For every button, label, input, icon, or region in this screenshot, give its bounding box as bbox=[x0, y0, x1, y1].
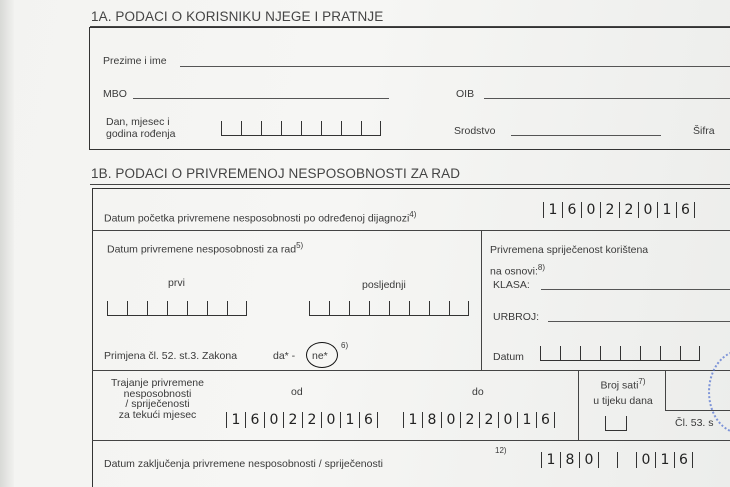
digit-cell: 0 bbox=[441, 412, 460, 428]
section-1b-title: 1B. PODACI O PRIVREMENOJ NESPOSOBNOSTI ZA RAD bbox=[91, 166, 461, 181]
divider bbox=[578, 370, 579, 440]
trajanje-line2: nesposobnosti bbox=[123, 387, 192, 400]
klasa-field[interactable] bbox=[541, 289, 730, 290]
dob-label bbox=[106, 116, 175, 140]
datum-pocetka-text: Datum početka privremene nesposobnosti po određenoj dijagnozi bbox=[104, 212, 410, 225]
posljednji-cell bbox=[409, 301, 429, 316]
zakljucenje-label: Datum zaključenja privremene nesposobnosti / spriječenosti bbox=[104, 458, 383, 470]
prvi-cell bbox=[127, 301, 147, 316]
section-1a-box bbox=[89, 27, 730, 150]
prvi-comb-field[interactable] bbox=[107, 300, 247, 316]
digit-cell: 1 bbox=[226, 412, 245, 428]
digit-cell: 2 bbox=[600, 202, 619, 218]
dob-label-line1: Dan, mjesec i bbox=[106, 116, 170, 128]
digit-cell: 2 bbox=[460, 412, 479, 428]
digit-cell: 0 bbox=[498, 412, 517, 428]
prvi-cell bbox=[147, 301, 167, 316]
footnote-4: 4) bbox=[409, 210, 417, 219]
footnote-5: 5) bbox=[296, 241, 304, 250]
digit-cell: 0 bbox=[264, 412, 283, 428]
digit-cell: 0 bbox=[636, 452, 655, 468]
datum-cell bbox=[660, 346, 680, 361]
digit-cell: 1 bbox=[340, 412, 359, 428]
prvi-label: prvi bbox=[168, 277, 185, 289]
srodstvo-field[interactable] bbox=[511, 135, 661, 136]
footnote-6: 6) bbox=[341, 341, 349, 350]
footnote-7: 7) bbox=[638, 377, 646, 386]
footnote-8: 8) bbox=[537, 263, 545, 272]
datum-pocetka-label bbox=[104, 210, 416, 225]
trajanje-line4: za tekući mjesec bbox=[118, 408, 197, 421]
do-digits[interactable] bbox=[403, 412, 555, 428]
sifra-label: Šifra bbox=[693, 125, 715, 137]
prvi-cell bbox=[107, 301, 127, 316]
oib-label: OIB bbox=[456, 88, 475, 100]
posljednji-cell bbox=[429, 301, 449, 316]
klasa-label: KLASA: bbox=[493, 279, 530, 291]
digit-cell: 2 bbox=[283, 412, 302, 428]
digit-cell: 1 bbox=[403, 412, 422, 428]
prvi-cell bbox=[167, 301, 187, 316]
sprijecenost-label bbox=[490, 241, 648, 281]
dob-cell bbox=[281, 121, 301, 136]
digit-cell: 2 bbox=[302, 412, 321, 428]
datum-cell bbox=[620, 346, 640, 361]
section-1a-title: 1A. PODACI O KORISNIKU NJEGE I PRATNJE bbox=[91, 9, 384, 24]
digit-cell: 2 bbox=[479, 412, 498, 428]
datum-nesp-label bbox=[107, 241, 303, 256]
digit-cell: 0 bbox=[579, 452, 598, 468]
digit-cell: 6 bbox=[359, 412, 378, 428]
oib-field[interactable] bbox=[484, 98, 730, 99]
datum-label: Datum bbox=[493, 351, 524, 363]
dob-cell bbox=[361, 121, 381, 136]
digit-cell: 1 bbox=[543, 202, 562, 218]
posljednji-cell bbox=[449, 301, 469, 316]
urbroj-label: URBROJ: bbox=[493, 311, 540, 323]
da-option[interactable]: da* - bbox=[273, 350, 296, 362]
divider bbox=[665, 370, 666, 410]
srodstvo-label: Srodstvo bbox=[454, 125, 496, 137]
page-edge bbox=[0, 0, 14, 487]
sprijecenost-line1: Privremena spriječenost korištena bbox=[490, 244, 649, 256]
trajanje-line1: Trajanje privremene bbox=[111, 377, 204, 389]
prezime-field[interactable] bbox=[180, 66, 730, 67]
posljednji-label: posljednji bbox=[362, 279, 406, 291]
digit-cell: 1 bbox=[655, 452, 674, 468]
trajanje-line3: / spriječenosti bbox=[125, 398, 190, 410]
broj-sati-line2: u tijeku dana bbox=[593, 394, 653, 407]
dob-label-line2: godina rođenja bbox=[106, 128, 176, 140]
prvi-cell bbox=[187, 301, 207, 316]
prvi-cell bbox=[227, 301, 247, 316]
posljednji-cell bbox=[389, 301, 409, 316]
od-label: od bbox=[291, 386, 303, 398]
dob-cell bbox=[341, 121, 361, 136]
digit-cell: 6 bbox=[676, 202, 695, 218]
footnote-12: 12) bbox=[495, 446, 507, 455]
sprijecenost-line2: na osnovi: bbox=[490, 265, 538, 278]
dob-cell bbox=[301, 121, 321, 136]
digit-cell: 1 bbox=[517, 412, 536, 428]
urbroj-field[interactable] bbox=[548, 321, 730, 322]
datum-cell bbox=[580, 346, 600, 361]
dob-cell bbox=[261, 121, 281, 136]
mbo-label: MBO bbox=[103, 88, 127, 100]
ne-option[interactable]: ne* bbox=[312, 350, 328, 362]
datum-nesp-text: Datum privremene nesposobnosti za rad bbox=[107, 243, 297, 256]
datum-cell bbox=[640, 346, 660, 361]
digit-cell: 1 bbox=[541, 452, 560, 468]
divider bbox=[92, 230, 730, 231]
divider bbox=[90, 184, 730, 185]
prezime-label: Prezime i ime bbox=[103, 55, 167, 67]
posljednji-cell bbox=[329, 301, 349, 316]
broj-sati-line1: Broj sati bbox=[600, 379, 639, 392]
clanak-label: Čl. 53. s bbox=[675, 417, 714, 429]
digit-cell: 8 bbox=[560, 452, 579, 468]
datum-cell bbox=[560, 346, 580, 361]
trajanje-label bbox=[100, 378, 215, 420]
digit-cell: 6 bbox=[674, 452, 693, 468]
posljednji-comb-field[interactable] bbox=[309, 300, 469, 316]
dob-cell bbox=[221, 121, 241, 136]
digit-cell: 6 bbox=[536, 412, 555, 428]
datum-comb-field[interactable] bbox=[540, 345, 700, 361]
dob-cell bbox=[241, 121, 261, 136]
prvi-cell bbox=[207, 301, 227, 316]
primjena-label: Primjena čl. 52. st.3. Zakona bbox=[104, 350, 238, 362]
posljednji-cell bbox=[369, 301, 389, 316]
broj-sati-field[interactable] bbox=[605, 416, 627, 431]
datum-cell bbox=[600, 346, 620, 361]
do-label: do bbox=[472, 386, 484, 398]
broj-sati-label bbox=[583, 374, 663, 409]
digit-cell: 0 bbox=[638, 202, 657, 218]
digit-cell: 0 bbox=[321, 412, 340, 428]
digit-cell: 0 bbox=[581, 202, 600, 218]
divider bbox=[92, 370, 730, 371]
digit-cell: 1 bbox=[657, 202, 676, 218]
posljednji-cell bbox=[349, 301, 369, 316]
od-digits[interactable] bbox=[226, 412, 378, 428]
datum-cell bbox=[680, 346, 700, 361]
datum-cell bbox=[540, 346, 560, 361]
datum-pocetka-digits[interactable] bbox=[543, 202, 695, 218]
mbo-field[interactable] bbox=[133, 98, 389, 99]
divider bbox=[481, 230, 482, 371]
digit-cell: 6 bbox=[562, 202, 581, 218]
digit-cell: 6 bbox=[245, 412, 264, 428]
digit-cell: 2 bbox=[619, 202, 638, 218]
posljednji-cell bbox=[309, 301, 329, 316]
digit-cell: 8 bbox=[422, 412, 441, 428]
dob-comb-field[interactable] bbox=[221, 120, 381, 136]
dob-cell bbox=[321, 121, 341, 136]
